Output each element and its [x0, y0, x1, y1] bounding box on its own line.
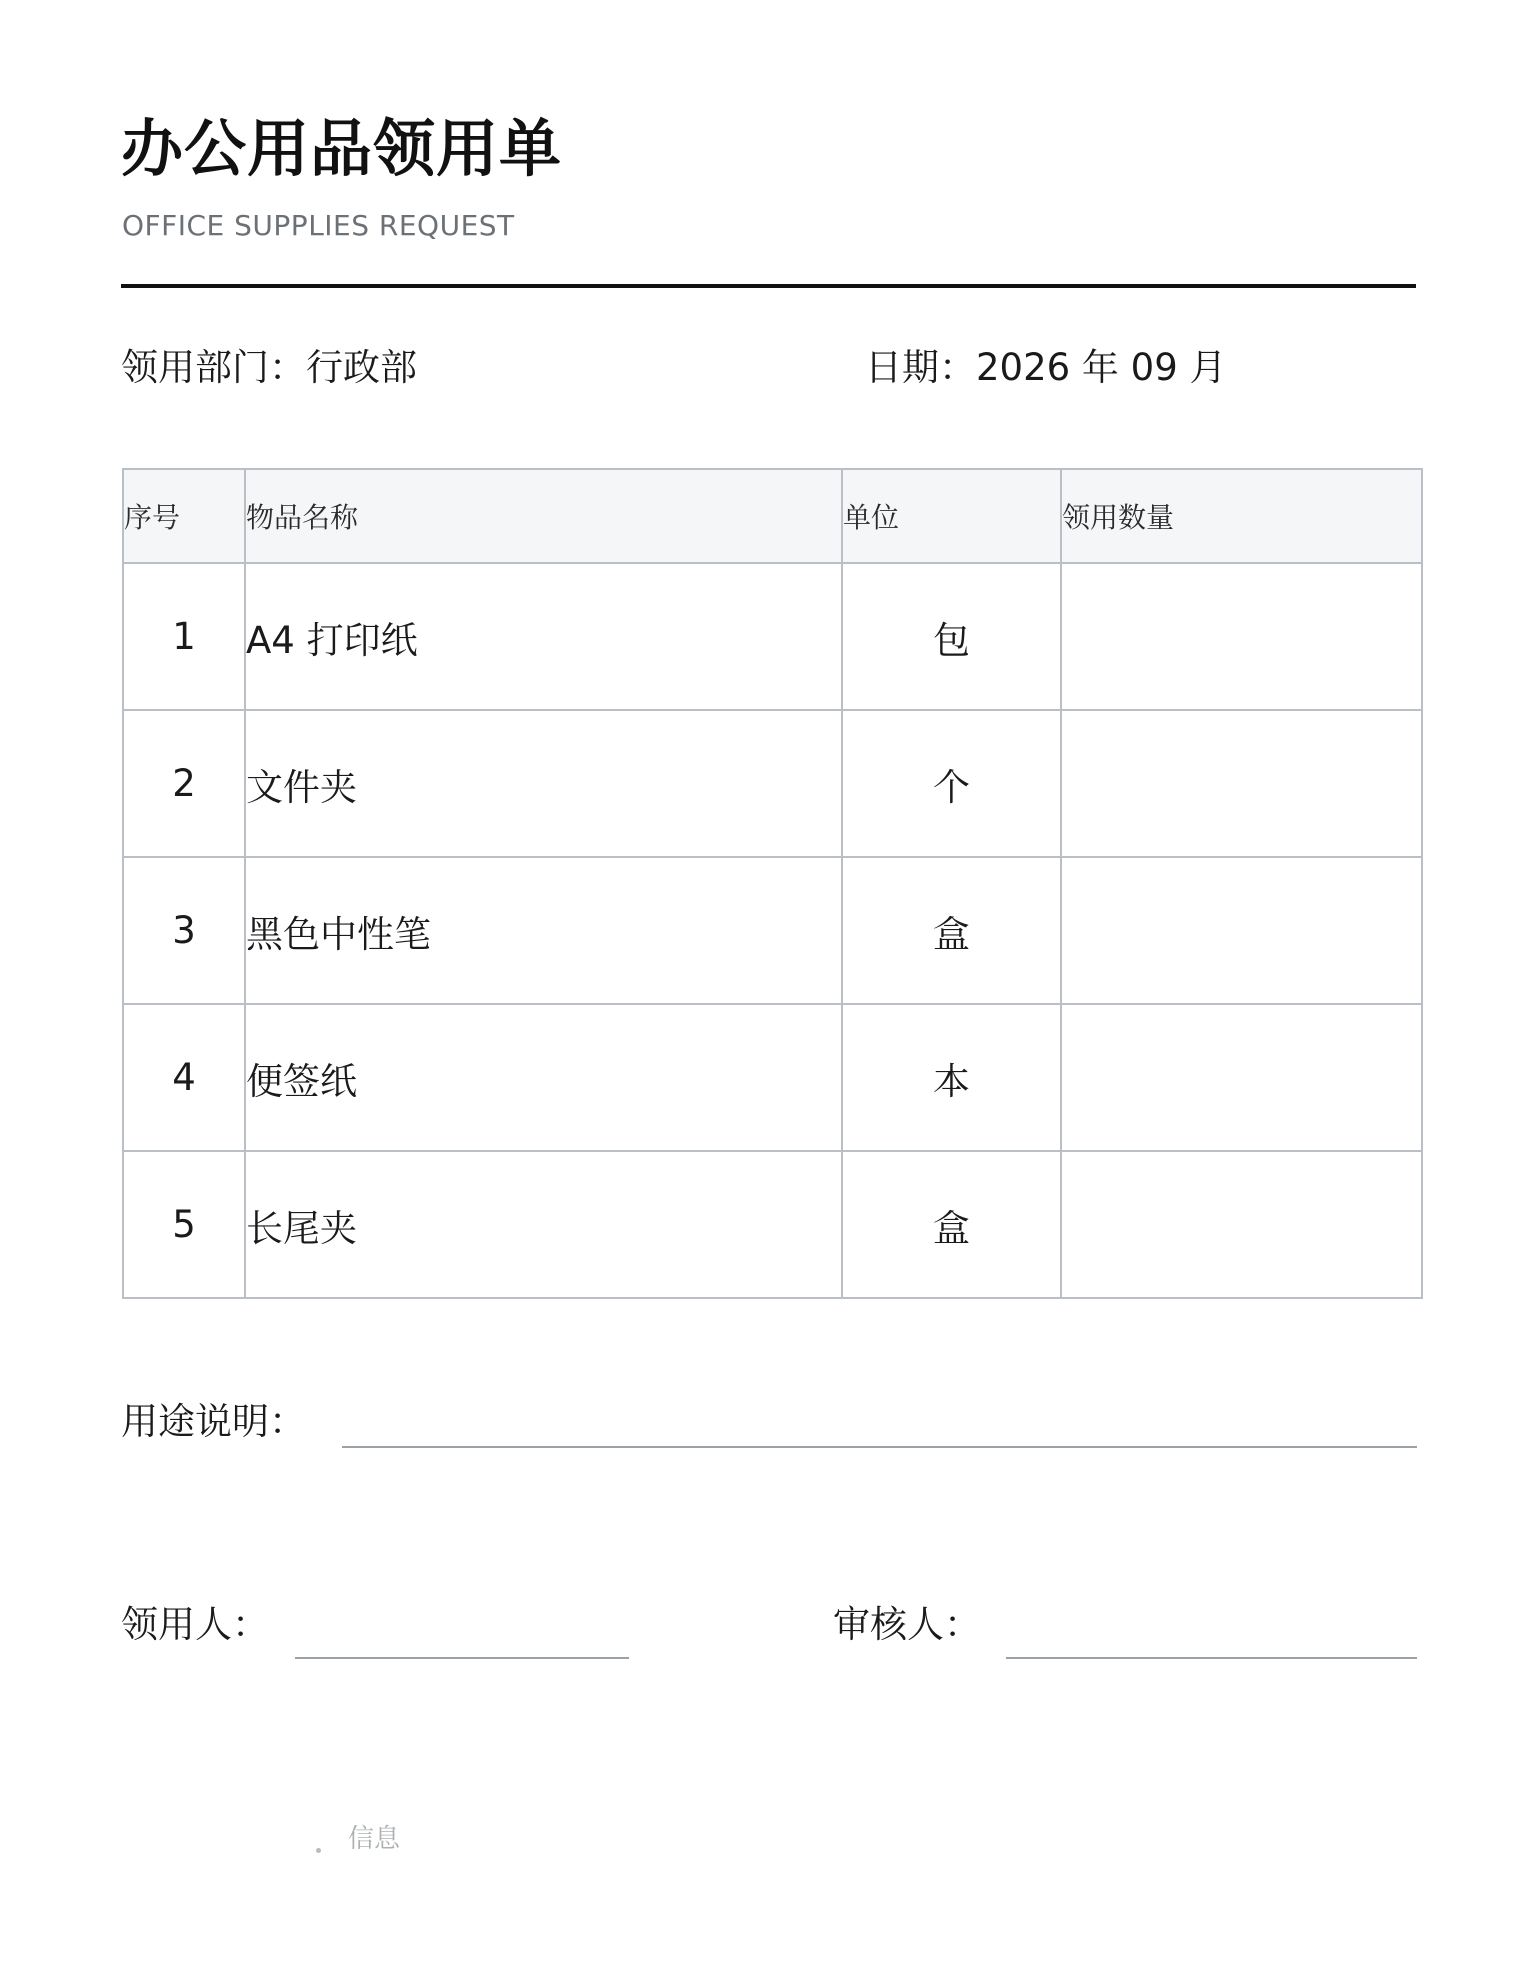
purpose-label: 用途说明：: [121, 1400, 306, 1443]
table-row: [123, 1151, 1422, 1298]
row-unit: 盒: [842, 857, 1061, 1004]
row-item-name: 长尾夹: [245, 1151, 842, 1298]
table-row: [123, 857, 1422, 1004]
header-unit: 单位: [842, 469, 1061, 563]
form-subtitle: OFFICE SUPPLIES REQUEST: [122, 209, 515, 242]
row-quantity-input[interactable]: [1061, 710, 1422, 857]
row-item-name: 文件夹: [245, 710, 842, 857]
applicant-signature-line[interactable]: [295, 1657, 629, 1659]
table-row: [123, 1004, 1422, 1151]
reviewer-signature-line[interactable]: [1006, 1657, 1417, 1659]
row-no: 3: [123, 857, 245, 1004]
header-quantity: 领用数量: [1061, 469, 1422, 563]
header-item-name: 物品名称: [245, 469, 842, 563]
row-unit: 个: [842, 710, 1061, 857]
footer-note: 信息: [348, 1824, 401, 1854]
header-divider: [121, 284, 1416, 288]
row-quantity-input[interactable]: [1061, 1004, 1422, 1151]
department-field: 领用部门：行政部: [121, 346, 417, 389]
table-row: [123, 563, 1422, 710]
footnote-dot: [316, 1848, 321, 1853]
reviewer-label: 审核人：: [833, 1603, 981, 1646]
date-field: 日期：2026 年 09 月: [865, 346, 1227, 389]
table-row: [123, 710, 1422, 857]
row-unit: 包: [842, 563, 1061, 710]
row-no: 4: [123, 1004, 245, 1151]
header-no: 序号: [123, 469, 245, 563]
row-unit: 盒: [842, 1151, 1061, 1298]
row-unit: 本: [842, 1004, 1061, 1151]
purpose-input-line[interactable]: [342, 1446, 1417, 1448]
row-item-name: 黑色中性笔: [245, 857, 842, 1004]
table-header-row: [123, 469, 1422, 563]
applicant-label: 领用人：: [121, 1603, 269, 1646]
row-item-name: 便签纸: [245, 1004, 842, 1151]
form-title: 办公用品领用单: [121, 112, 563, 185]
row-no: 5: [123, 1151, 245, 1298]
row-item-name: A4 打印纸: [245, 563, 842, 710]
row-quantity-input[interactable]: [1061, 1151, 1422, 1298]
row-no: 1: [123, 563, 245, 710]
row-no: 2: [123, 710, 245, 857]
row-quantity-input[interactable]: [1061, 857, 1422, 1004]
row-quantity-input[interactable]: [1061, 563, 1422, 710]
items-table: [122, 468, 1423, 1299]
